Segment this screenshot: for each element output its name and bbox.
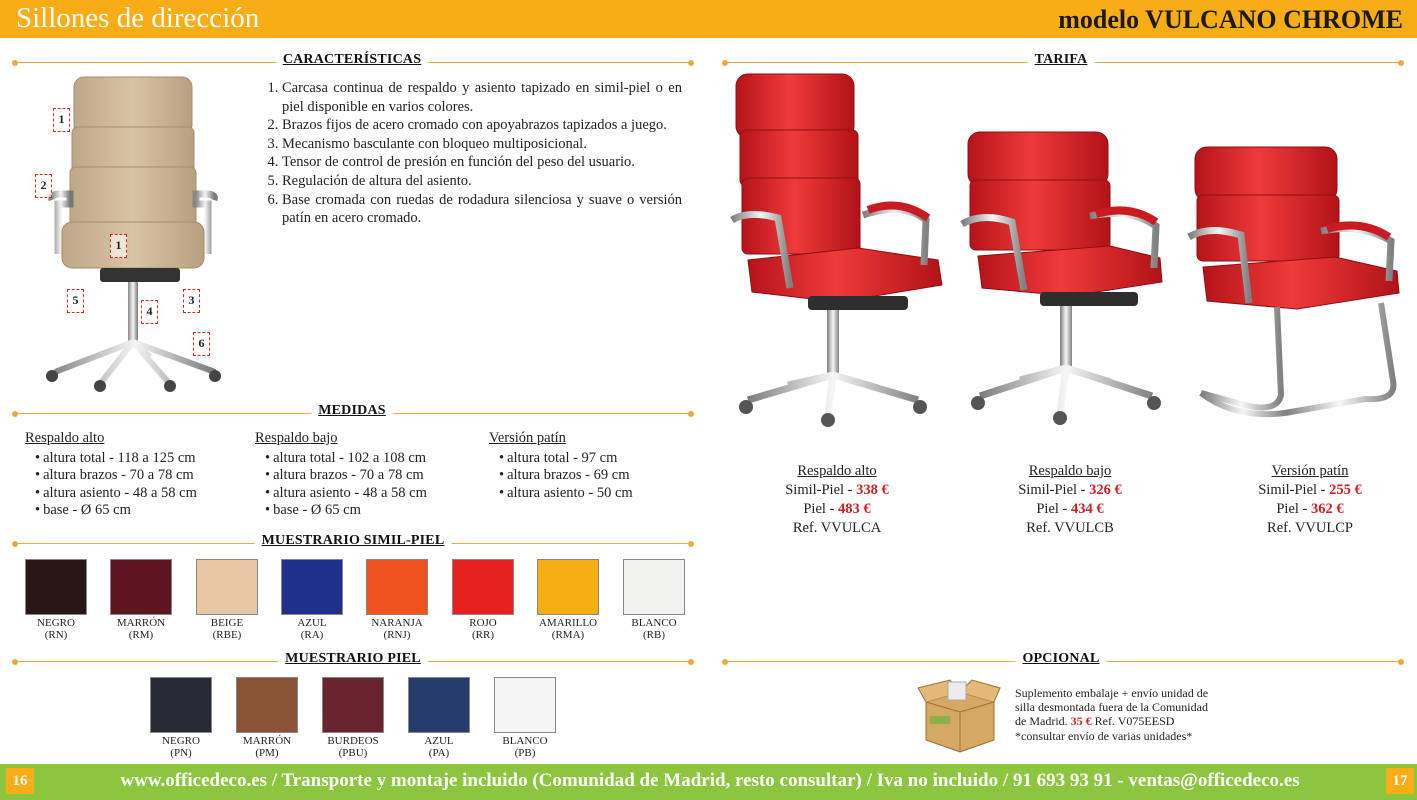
optional-line: Suplemento embalaje + envío unidad de xyxy=(1015,686,1209,700)
swatch-name: ROJO xyxy=(469,617,497,629)
medida-item: • altura brazos - 70 a 78 cm xyxy=(35,467,197,485)
swatch-simil-beige[interactable] xyxy=(194,559,260,641)
section-title: MUESTRARIO SIMIL-PIEL xyxy=(255,533,452,549)
feature-marker: 5 xyxy=(67,289,84,313)
feature-item: 1. Carcasa continua de respaldo y asiento tapizado en simil-piel o en piel disponible en varios colores. xyxy=(282,79,682,116)
feature-marker: 1 xyxy=(53,108,70,132)
swatch-simil-blanco[interactable] xyxy=(621,559,687,641)
swatch-code: (PB) xyxy=(514,747,536,759)
catalog-section-title: Sillones de dirección xyxy=(16,2,260,34)
price-value: 483 € xyxy=(838,501,871,517)
optional-line: de Madrid. xyxy=(1015,714,1071,729)
price-label: Simil-Piel - xyxy=(785,482,857,498)
price-value: 362 € xyxy=(1311,501,1344,517)
swatch-color xyxy=(366,559,428,615)
chair-respaldo-bajo-image xyxy=(960,128,1180,428)
footer-contact-link[interactable]: www.officedeco.es / Transporte y montaje incluido (Comunidad de Madrid, resto consultar) / Iva no incluido / 91 693 93 91 - ventas@officedeco.es xyxy=(120,770,1300,791)
swatch-piel-marron[interactable] xyxy=(234,677,300,759)
swatch-name: AZUL xyxy=(424,735,454,747)
swatch-name: MARRÓN xyxy=(242,735,292,747)
swatch-piel-azul[interactable] xyxy=(406,677,472,759)
chair-version-patin-image xyxy=(1185,143,1410,428)
swatch-code: (RNJ) xyxy=(383,629,411,641)
swatch-code: (RR) xyxy=(472,629,494,641)
price-ref: Ref. VVULCP xyxy=(1267,520,1353,536)
price-value: 338 € xyxy=(856,482,889,498)
swatch-name: AMARILLO xyxy=(538,617,598,629)
swatch-code: (RA) xyxy=(300,629,324,641)
swatch-simil-rojo[interactable] xyxy=(450,559,516,641)
swatch-code: (PM) xyxy=(255,747,279,759)
section-medidas xyxy=(14,401,692,421)
medida-item: • altura brazos - 69 cm xyxy=(499,467,633,485)
swatch-code: (RB) xyxy=(643,629,665,641)
section-muestrario-piel xyxy=(14,649,692,669)
optional-ref: Ref. V075EESD xyxy=(1091,714,1175,729)
swatch-color xyxy=(110,559,172,615)
price-respaldo-bajo xyxy=(970,462,1170,538)
feature-marker: 4 xyxy=(141,300,158,324)
swatch-simil-amarillo[interactable] xyxy=(535,559,601,641)
chair-respaldo-alto-image xyxy=(728,70,948,430)
swatch-name: BLANCO xyxy=(502,735,548,747)
page-number-left: 16 xyxy=(6,768,34,794)
swatch-name: NEGRO xyxy=(37,617,75,629)
medida-item: • base - Ø 65 cm xyxy=(35,502,197,520)
swatch-color xyxy=(322,677,384,733)
price-value: 255 € xyxy=(1329,482,1362,498)
price-label: Simil-Piel - xyxy=(1258,482,1330,498)
swatch-code: (PN) xyxy=(170,747,192,759)
shipping-box-icon xyxy=(916,676,1002,756)
medida-item: • altura total - 118 a 125 cm xyxy=(35,450,197,468)
medida-item: • altura asiento - 48 a 58 cm xyxy=(265,485,427,503)
header-bar xyxy=(0,0,1417,38)
section-caracteristicas xyxy=(14,50,692,70)
swatch-color xyxy=(25,559,87,615)
swatch-simil-naranja[interactable] xyxy=(364,559,430,641)
swatch-code: (RM) xyxy=(128,629,154,641)
swatch-color xyxy=(537,559,599,615)
swatch-name: NARANJA xyxy=(371,617,423,629)
feature-marker: 1 xyxy=(110,234,127,258)
swatch-code: (RN) xyxy=(44,629,68,641)
swatch-color xyxy=(494,677,556,733)
swatch-color xyxy=(236,677,298,733)
page-number-right: 17 xyxy=(1386,768,1414,794)
price-title: Respaldo alto xyxy=(797,463,877,479)
swatch-piel-negro[interactable] xyxy=(148,677,214,759)
medida-item: • altura total - 102 a 108 cm xyxy=(265,450,427,468)
swatch-simil-negro[interactable] xyxy=(23,559,89,641)
section-title: TARIFA xyxy=(1028,52,1095,68)
features-list xyxy=(262,79,682,228)
swatch-code: (RBE) xyxy=(212,629,242,641)
price-respaldo-alto xyxy=(737,462,937,538)
swatch-name: BEIGE xyxy=(210,617,244,629)
medidas-title: Respaldo alto xyxy=(25,430,105,446)
swatch-color xyxy=(623,559,685,615)
optional-price: 35 € xyxy=(1070,714,1092,729)
price-title: Versión patín xyxy=(1271,463,1349,479)
feature-item: 2. Brazos fijos de acero cromado con apoyabrazos tapizados a juego. xyxy=(282,116,682,135)
price-ref: Ref. VVULCB xyxy=(1026,520,1114,536)
medidas-title: Versión patín xyxy=(489,430,566,446)
optional-note: *consultar envío de varias unidades* xyxy=(1015,728,1193,743)
price-value: 434 € xyxy=(1071,501,1104,517)
swatch-code: (RMA) xyxy=(551,629,585,641)
swatch-color xyxy=(408,677,470,733)
medidas-respaldo-alto xyxy=(25,430,197,520)
medida-item: • altura total - 97 cm xyxy=(499,450,633,468)
swatch-name: NEGRO xyxy=(162,735,200,747)
feature-marker: 6 xyxy=(193,332,210,356)
swatch-name: BURDEOS xyxy=(327,735,379,747)
price-title: Respaldo bajo xyxy=(1028,463,1112,479)
section-title: CARACTERÍSTICAS xyxy=(276,52,428,68)
medidas-title: Respaldo bajo xyxy=(255,430,338,446)
swatch-code: (PA) xyxy=(428,747,450,759)
price-label: Piel - xyxy=(1276,501,1311,517)
model-title: modelo VULCANO CHROME xyxy=(1058,5,1403,34)
swatch-color xyxy=(281,559,343,615)
swatch-code: (PBU) xyxy=(338,747,368,759)
optional-info xyxy=(1015,686,1255,743)
medida-item: • altura asiento - 50 cm xyxy=(499,485,633,503)
swatch-piel-burdeos[interactable] xyxy=(320,677,386,759)
feature-marker: 2 xyxy=(35,174,52,198)
swatch-color xyxy=(150,677,212,733)
medidas-respaldo-bajo xyxy=(255,430,427,520)
swatch-name: BLANCO xyxy=(631,617,677,629)
swatch-color xyxy=(196,559,258,615)
price-label: Piel - xyxy=(1036,501,1071,517)
price-ref: Ref. VVULCA xyxy=(792,520,882,536)
feature-item: 4. Tensor de control de presión en función del peso del usuario. xyxy=(282,153,682,172)
price-value: 326 € xyxy=(1089,482,1122,498)
medida-item: • base - Ø 65 cm xyxy=(265,502,427,520)
medidas-version-patin xyxy=(489,430,633,502)
feature-item: 5. Regulación de altura del asiento. xyxy=(282,172,682,191)
medida-item: • altura asiento - 48 a 58 cm xyxy=(35,485,197,503)
section-title: MUESTRARIO PIEL xyxy=(278,651,428,667)
swatch-name: MARRÓN xyxy=(116,617,166,629)
price-label: Simil-Piel - xyxy=(1018,482,1090,498)
section-opcional xyxy=(724,649,1402,669)
swatch-piel-blanco[interactable] xyxy=(492,677,558,759)
swatch-color xyxy=(452,559,514,615)
section-tarifa xyxy=(724,50,1402,70)
section-title: MEDIDAS xyxy=(311,403,393,419)
feature-item: 3. Mecanismo basculante con bloqueo multiposicional. xyxy=(282,135,682,154)
price-version-patin xyxy=(1210,462,1410,538)
swatch-simil-marron[interactable] xyxy=(108,559,174,641)
swatch-simil-azul[interactable] xyxy=(279,559,345,641)
optional-line: silla desmontada fuera de la Comunidad xyxy=(1015,700,1208,715)
feature-item: 6. Base cromada con ruedas de rodadura silenciosa y suave o versión patín en acero cromado. xyxy=(282,191,682,228)
medida-item: • altura brazos - 70 a 78 cm xyxy=(265,467,427,485)
feature-marker: 3 xyxy=(183,289,200,313)
swatch-name: AZUL xyxy=(297,617,327,629)
price-label: Piel - xyxy=(803,501,838,517)
section-muestrario-simil xyxy=(14,531,692,551)
section-title: OPCIONAL xyxy=(1015,651,1106,667)
